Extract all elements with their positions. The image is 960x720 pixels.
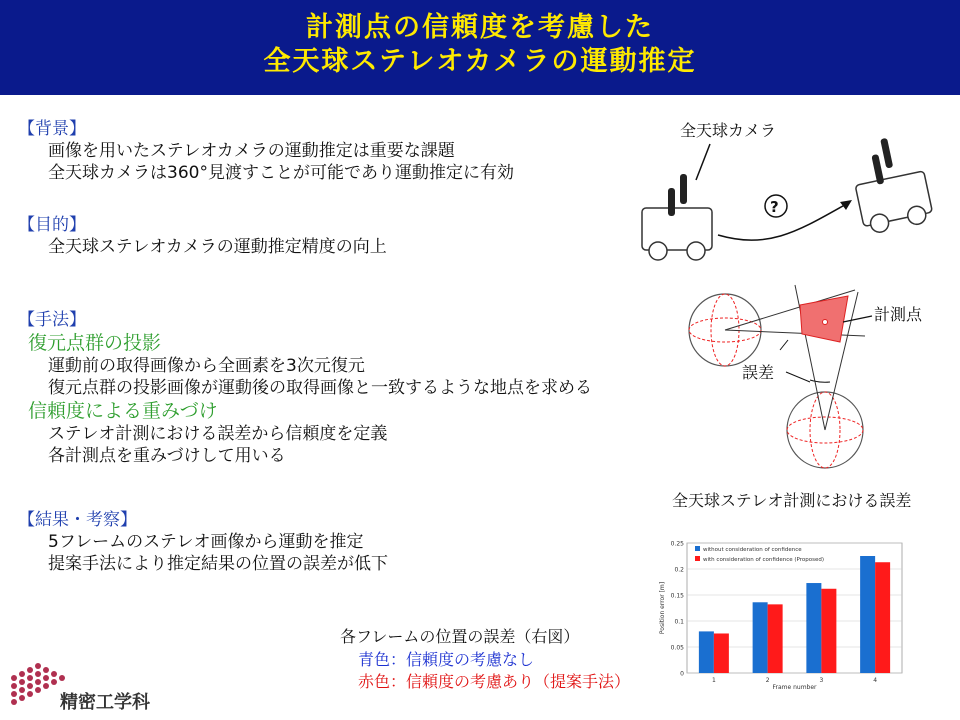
error-region xyxy=(800,296,848,342)
bar-without-confidence xyxy=(860,556,875,673)
legend-swatch xyxy=(695,556,700,561)
x-tick-label: 2 xyxy=(765,677,770,684)
stereo-error-caption: 全天球ステレオ計測における誤差 xyxy=(672,491,912,510)
logo-text: 精密工学科 xyxy=(60,692,150,713)
background-line-1: 画像を用いたステレオカメラの運動推定は重要な課題 xyxy=(48,141,455,161)
objective-heading: 【目的】 xyxy=(18,215,86,235)
y-tick-label: 0.1 xyxy=(674,618,684,626)
measurement-point-label: 計測点 xyxy=(874,305,923,324)
results-line-2: 提案手法により推定結果の位置の誤差が低下 xyxy=(48,554,388,574)
method-sub1-line-1: 運動前の取得画像から全画素を3次元復元 xyxy=(48,356,365,376)
chart-caption-main: 各フレームの位置の誤差（右図） xyxy=(340,627,580,646)
omni-camera-label: 全天球カメラ xyxy=(680,121,777,140)
motion-arrow-icon xyxy=(840,200,852,210)
bar-with-confidence xyxy=(821,589,836,673)
camera-motion-figure xyxy=(630,110,950,270)
legend-entry: without consideration of confidence xyxy=(703,547,802,553)
title-line-1: 計測点の信頼度を考慮した xyxy=(306,12,654,43)
y-axis-label: Position error [m] xyxy=(659,581,666,635)
results-line-1: 5フレームのステレオ画像から運動を推定 xyxy=(48,532,364,552)
method-heading: 【手法】 xyxy=(18,310,86,330)
measurement-point-icon xyxy=(823,320,828,325)
position-error-chart xyxy=(655,535,910,695)
bar-without-confidence xyxy=(699,631,714,673)
method-sub1-heading: 復元点群の投影 xyxy=(28,332,162,354)
x-axis-label: Frame number xyxy=(772,684,817,691)
y-tick-label: 0.2 xyxy=(674,566,684,574)
bar-with-confidence xyxy=(714,633,729,673)
legend-entry: with consideration of confidence (Proposed) xyxy=(703,557,824,563)
cart-before-icon xyxy=(642,174,712,260)
objective-line-1: 全天球ステレオカメラの運動推定精度の向上 xyxy=(48,237,387,257)
logo-dots-icon xyxy=(8,660,68,715)
cart-after-icon xyxy=(847,132,934,236)
bar-with-confidence xyxy=(768,604,783,673)
error-label: 誤差 xyxy=(742,363,775,382)
method-sub1-line-2: 復元点群の投影画像が運動後の取得画像と一致するような地点を求める xyxy=(48,378,592,398)
y-tick-label: 0 xyxy=(680,670,684,678)
results-heading: 【結果・考察】 xyxy=(18,510,137,530)
stereo-error-figure xyxy=(680,280,955,480)
label-pointer-line xyxy=(696,144,710,180)
x-tick-label: 1 xyxy=(711,677,716,684)
title-line-2: 全天球ステレオカメラの運動推定 xyxy=(263,46,697,77)
background-heading: 【背景】 xyxy=(18,119,86,139)
background-line-2: 全天球カメラは360°見渡すことが可能であり運動推定に有効 xyxy=(48,163,514,183)
x-tick-label: 3 xyxy=(819,677,824,684)
legend-swatch xyxy=(695,546,700,551)
y-tick-label: 0.15 xyxy=(670,592,684,600)
bar-without-confidence xyxy=(753,602,768,673)
content-column xyxy=(18,118,668,575)
bar-with-confidence xyxy=(875,562,890,673)
method-sub2-heading: 信頼度による重みづけ xyxy=(28,400,218,422)
chart-caption-blue: 青色：信頼度の考慮なし xyxy=(358,650,535,669)
title-banner xyxy=(0,0,960,95)
bar-without-confidence xyxy=(806,583,821,673)
y-tick-label: 0.25 xyxy=(670,540,684,548)
method-sub2-line-2: 各計測点を重みづけして用いる xyxy=(48,446,286,466)
department-logo xyxy=(8,660,188,715)
chart-caption-red: 赤色：信頼度の考慮あり（提案手法） xyxy=(358,672,631,691)
y-tick-label: 0.05 xyxy=(670,644,684,652)
method-sub2-line-1: ステレオ計測における誤差から信頼度を定義 xyxy=(48,424,388,444)
x-tick-label: 4 xyxy=(873,677,878,684)
question-mark: ? xyxy=(770,198,779,216)
